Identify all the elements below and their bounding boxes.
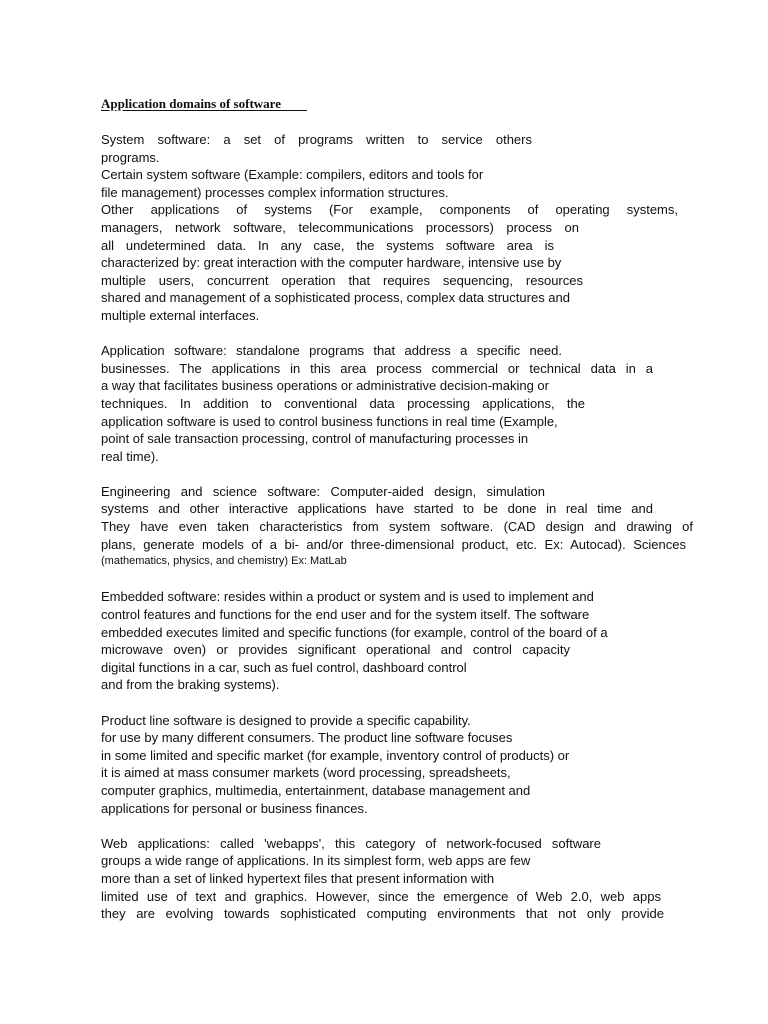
text-line: point of sale transaction processing, control of manufacturing processes in (101, 431, 529, 447)
document-body (101, 131, 693, 940)
text-line: Engineering and science software: Computer-aided design, simulation (101, 483, 545, 499)
text-line: control features and functions for the end user and for the system itself. The software (101, 607, 590, 623)
text-line: shared and management of a sophisticated process, complex data structures and (101, 290, 570, 306)
text-line: applications for personal or business finances. (101, 800, 368, 816)
text-line: plans, generate models of a bi- and/or three-dimensional product, etc. Ex: Autocad). Sciences (101, 536, 686, 552)
text-line: real time). (101, 448, 159, 464)
text-line: Embedded software: resides within a product or system and is used to implement and (101, 589, 594, 605)
text-line: Product line software is designed to provide a specific capability. (101, 712, 471, 728)
text-line: systems and other interactive applications have started to be done in real time and (101, 501, 653, 517)
paragraph (101, 342, 693, 465)
text-line: more than a set of linked hypertext files that present information with (101, 870, 495, 886)
text-line: in some limited and specific market (for example, inventory control of products) or (101, 747, 570, 763)
text-line: microwave oven) or provides significant operational and control capacity (101, 642, 570, 658)
text-line: a way that facilitates business operations or administrative decision-making or (101, 378, 549, 394)
paragraph (101, 712, 693, 818)
text-line: Certain system software (Example: compilers, editors and tools for (101, 167, 484, 183)
text-line: Web applications: called 'webapps', this category of network-focused software (101, 835, 601, 851)
text-line: they are evolving towards sophisticated computing environments that not only provide (101, 906, 664, 922)
text-line: limited use of text and graphics. However, since the emergence of Web 2.0, web apps (101, 888, 661, 904)
text-line: businesses. The applications in this area process commercial or technical data in a (101, 360, 653, 376)
text-line: Other applications of systems (For example, components of operating systems, (101, 202, 678, 218)
text-line: for use by many different consumers. The product line software focuses (101, 730, 513, 746)
text-line: application software is used to control business functions in real time (Example, (101, 413, 558, 429)
text-line: They have even taken characteristics from system software. (CAD design and drawing of (101, 519, 693, 535)
paragraph (101, 131, 693, 325)
text-line: and from the braking systems). (101, 677, 280, 693)
text-line: (mathematics, physics, and chemistry) Ex: MatLab (101, 555, 347, 568)
text-line: programs. (101, 149, 160, 165)
text-line: computer graphics, multimedia, entertainment, database management and (101, 782, 531, 798)
text-line: managers, network software, telecommunications processors) process on (101, 219, 579, 235)
text-line: multiple users, concurrent operation that requires sequencing, resources (101, 272, 583, 288)
text-line: digital functions in a car, such as fuel control, dashboard control (101, 659, 467, 675)
paragraph (101, 483, 693, 571)
text-line: groups a wide range of applications. In its simplest form, web apps are few (101, 853, 531, 869)
text-line: it is aimed at mass consumer markets (word processing, spreadsheets, (101, 765, 511, 781)
text-line: characterized by: great interaction with the computer hardware, intensive use by (101, 255, 562, 271)
text-line: multiple external interfaces. (101, 307, 260, 323)
text-line: Application software: standalone programs that address a specific need. (101, 343, 562, 359)
paragraph (101, 835, 693, 923)
text-line: all undetermined data. In any case, the systems software area is (101, 237, 554, 253)
text-line: file management) processes complex information structures. (101, 184, 449, 200)
text-line: embedded executes limited and specific functions (for example, control of the board of a (101, 624, 608, 640)
document-title: Application domains of software (101, 96, 307, 111)
text-line: techniques. In addition to conventional data processing applications, the (101, 395, 585, 411)
text-line: System software: a set of programs written to service others (101, 132, 532, 147)
paragraph (101, 588, 693, 694)
